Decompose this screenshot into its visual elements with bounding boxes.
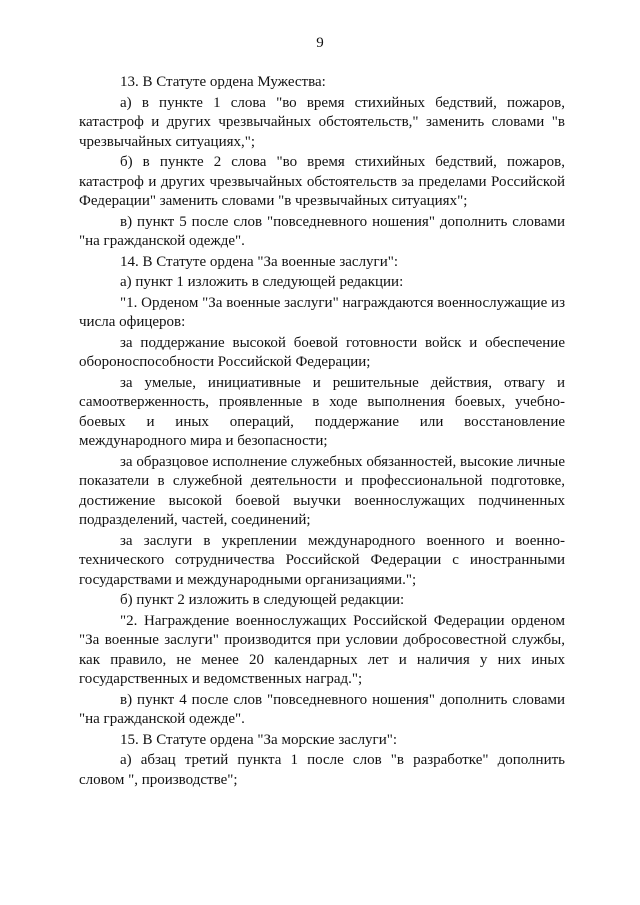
paragraph: в) пункт 5 после слов "повседневного ношения" дополнить словами "на гражданской одежде".: [79, 213, 565, 249]
paragraph: в) пункт 4 после слов "повседневного ношения" дополнить словами "на гражданской одежде".: [79, 691, 565, 727]
paragraph: а) в пункте 1 слова "во время стихийных бедствий, пожаров, катастроф и других чрезвычайных обстоятельств," заменить словами "в чрезвычайных ситуациях,";: [79, 94, 565, 150]
paragraph: б) в пункте 2 слова "во время стихийных бедствий, пожаров, катастроф и других чрезвычайных обстоятельств за пределами Российской Федерации" заменить словами "в чрезвычайных ситуациях";: [79, 154, 565, 209]
page-number: 9: [316, 35, 324, 51]
document-body: [79, 73, 565, 790]
paragraph: за заслуги в укреплении международного военного и военно-технического сотрудничества Российской Федерации с иностранными государствами и международными организациями.";: [79, 532, 565, 588]
paragraph: 14. В Статуте ордена "За военные заслуги":: [120, 253, 399, 270]
paragraph: за поддержание высокой боевой готовности войск и обеспечение обороноспособности Российской Федерации;: [79, 334, 565, 370]
paragraph: а) абзац третий пункта 1 после слов "в разработке" дополнить словом ", производстве";: [79, 752, 565, 788]
paragraph: а) пункт 1 изложить в следующей редакции:: [120, 274, 404, 290]
paragraph: 15. В Статуте ордена "За морские заслуги":: [120, 731, 398, 748]
paragraph: "1. Орденом "За военные заслуги" награждаются военнослужащие из числа офицеров:: [79, 294, 565, 330]
paragraph: 13. В Статуте ордена Мужества:: [120, 74, 326, 90]
paragraph: за умелые, инициативные и решительные действия, отвагу и самоотверженность, проявленные в ходе выполнения боевых, учебно-боевых и иных операций, поддержание или восстановление международного мира и безопасности;: [79, 374, 565, 449]
paragraph: "2. Награждение военнослужащих Российской Федерации орденом "За военные заслуги" производится при условии добросовестной службы, как правило, не менее 20 календарных лет и наличия у них иных государственных и ведомственных наград.";: [79, 612, 565, 687]
paragraph: за образцовое исполнение служебных обязанностей, высокие личные показатели в служебной деятельности и профессиональной подготовке, достижение высокой боевой выучки военнослужащих подчиненных подразделений, частей, соединений;: [79, 453, 565, 528]
paragraph: б) пункт 2 изложить в следующей редакции:: [120, 592, 405, 608]
